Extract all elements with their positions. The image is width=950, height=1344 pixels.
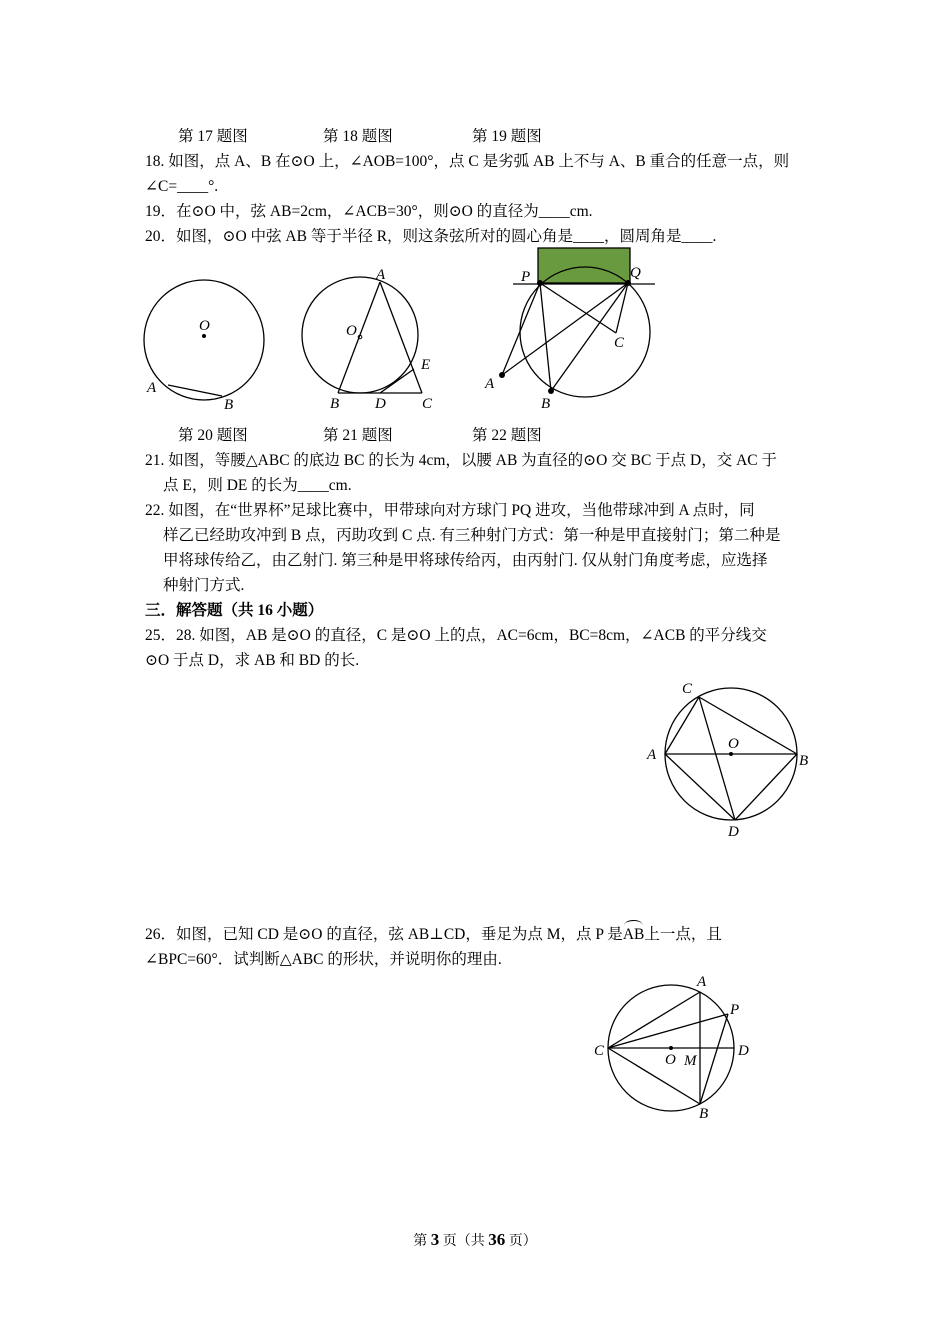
q25-line1: 25．28. 如图，AB 是⊙O 的直径，C 是⊙O 上的点，AC=6cm，BC=8cm，∠ACB 的平分线交 bbox=[145, 627, 767, 644]
fig25-center-dot bbox=[729, 752, 733, 756]
footer-pre: 第 bbox=[413, 1234, 431, 1249]
fig22-label-a: A bbox=[485, 376, 495, 392]
q26-line1-post: 上一点，且 bbox=[644, 926, 722, 943]
fig20-label-a: A bbox=[147, 380, 157, 396]
fig22-label-q: Q bbox=[630, 265, 641, 281]
fig26-label-d: D bbox=[738, 1043, 749, 1059]
arc-ab-symbol: AB bbox=[622, 926, 645, 943]
caption-fig22: 第 22 题图 bbox=[472, 427, 542, 444]
fig26-label-m: M bbox=[684, 1053, 697, 1069]
footer-page-number: 3 bbox=[430, 1230, 440, 1249]
fig21-label-d: D bbox=[375, 396, 386, 412]
fig25-chord-ac bbox=[665, 697, 699, 754]
fig25-label-c: C bbox=[682, 681, 693, 697]
fig22-label-p: P bbox=[521, 269, 531, 285]
fig21-label-b: B bbox=[330, 396, 340, 412]
fig26-line-cp bbox=[608, 1014, 728, 1048]
fig26-label-a: A bbox=[697, 974, 707, 990]
q26-line1 bbox=[145, 925, 722, 945]
fig21-label-e: E bbox=[421, 357, 431, 373]
fig25-label-d: D bbox=[728, 824, 739, 840]
caption-fig20: 第 20 题图 bbox=[178, 427, 248, 444]
figure-21 bbox=[298, 265, 443, 415]
fig26-label-o: O bbox=[665, 1052, 676, 1068]
figure-20 bbox=[138, 270, 273, 415]
fig22-label-c: C bbox=[614, 335, 625, 351]
fig22-point-p bbox=[537, 280, 543, 286]
fig26-label-p: P bbox=[730, 1002, 740, 1018]
caption-fig21: 第 21 题图 bbox=[323, 427, 393, 444]
fig21-segment-de bbox=[380, 369, 414, 393]
footer-post: 页） bbox=[505, 1234, 537, 1249]
fig25-label-a: A bbox=[647, 747, 657, 763]
fig21-side-ab bbox=[338, 282, 380, 393]
fig20-circle bbox=[144, 280, 264, 400]
q25-line2: ⊙O 于点 D，求 AB 和 BD 的长. bbox=[145, 652, 360, 669]
q21-line1: 21. 如图，等腰△ABC 的底边 BC 的长为 4cm，以腰 AB 为直径的⊙O 交 BC 于点 D，交 AC 于 bbox=[145, 452, 778, 469]
caption-fig17: 第 17 题图 bbox=[178, 128, 248, 145]
fig22-line-pc bbox=[540, 283, 616, 333]
fig26-line-pb bbox=[700, 1014, 728, 1104]
q22-line3: 甲将球传给乙，由乙射门. 第三种是甲将球传给丙，由丙射门. 仅从射门角度考虑，应选择 bbox=[163, 552, 768, 569]
fig26-label-b: B bbox=[699, 1106, 709, 1122]
fig25-label-b: B bbox=[799, 753, 809, 769]
figure-22 bbox=[483, 245, 658, 415]
fig22-goal-rect bbox=[538, 248, 630, 283]
figure-25 bbox=[640, 675, 820, 845]
fig22-point-a bbox=[499, 372, 505, 378]
fig21-label-c: C bbox=[422, 396, 433, 412]
fig20-label-o: O bbox=[199, 318, 210, 334]
fig20-label-b: B bbox=[224, 397, 234, 413]
fig26-center-dot bbox=[669, 1046, 673, 1050]
page-footer bbox=[0, 1230, 950, 1250]
footer-mid: 页（共 bbox=[439, 1234, 489, 1249]
q18-line1: 18. 如图，点 A、B 在⊙O 上，∠AOB=100°，点 C 是劣弧 AB 上不与 A、B 重合的任意一点，则 bbox=[145, 153, 790, 170]
q19-line: 19．在⊙O 中，弦 AB=2cm，∠ACB=30°，则⊙O 的直径为____cm. bbox=[145, 203, 593, 220]
q26-line2: ∠BPC=60°．试判断△ABC 的形状，并说明你的理由. bbox=[145, 951, 502, 968]
fig21-label-o: O bbox=[346, 323, 357, 339]
q18-line2: ∠C=____°. bbox=[145, 178, 219, 195]
q22-line4: 种射门方式. bbox=[163, 577, 245, 594]
fig22-circle bbox=[520, 267, 650, 397]
q26-line1-pre: 26．如图，已知 CD 是⊙O 的直径，弦 AB⊥CD，垂足为点 M，点 P 是 bbox=[145, 926, 623, 943]
fig20-chord-ab bbox=[168, 385, 222, 396]
fig25-label-o: O bbox=[728, 736, 739, 752]
caption-fig19: 第 19 题图 bbox=[472, 128, 542, 145]
fig22-point-b bbox=[548, 388, 554, 394]
figure-26 bbox=[590, 970, 770, 1125]
fig20-center-dot bbox=[202, 334, 206, 338]
fig26-line-ca bbox=[608, 992, 700, 1048]
q22-line1: 22. 如图，在“世界杯”足球比赛中，甲带球向对方球门 PQ 进攻，当他带球冲到 A 点时，同 bbox=[145, 502, 755, 519]
q22-line2: 样乙已经助攻冲到 B 点，丙助攻到 C 点. 有三种射门方式：第一种是甲直接射门；第二种是 bbox=[163, 527, 781, 544]
fig22-label-b: B bbox=[541, 396, 551, 412]
fig22-line-pb bbox=[540, 283, 551, 391]
section-heading: 三．解答题（共 16 小题） bbox=[145, 602, 324, 619]
q21-line2: 点 E，则 DE 的长为____cm. bbox=[163, 477, 352, 494]
fig25-chord-ad bbox=[665, 754, 735, 820]
q20-line: 20．如图，⊙O 中弦 AB 等于半径 R，则这条弦所对的圆心角是____，圆周角是____. bbox=[145, 228, 717, 245]
fig26-label-c: C bbox=[594, 1043, 605, 1059]
fig21-label-a: A bbox=[376, 267, 386, 283]
caption-fig18: 第 18 题图 bbox=[323, 128, 393, 145]
footer-total-pages: 36 bbox=[488, 1230, 506, 1249]
